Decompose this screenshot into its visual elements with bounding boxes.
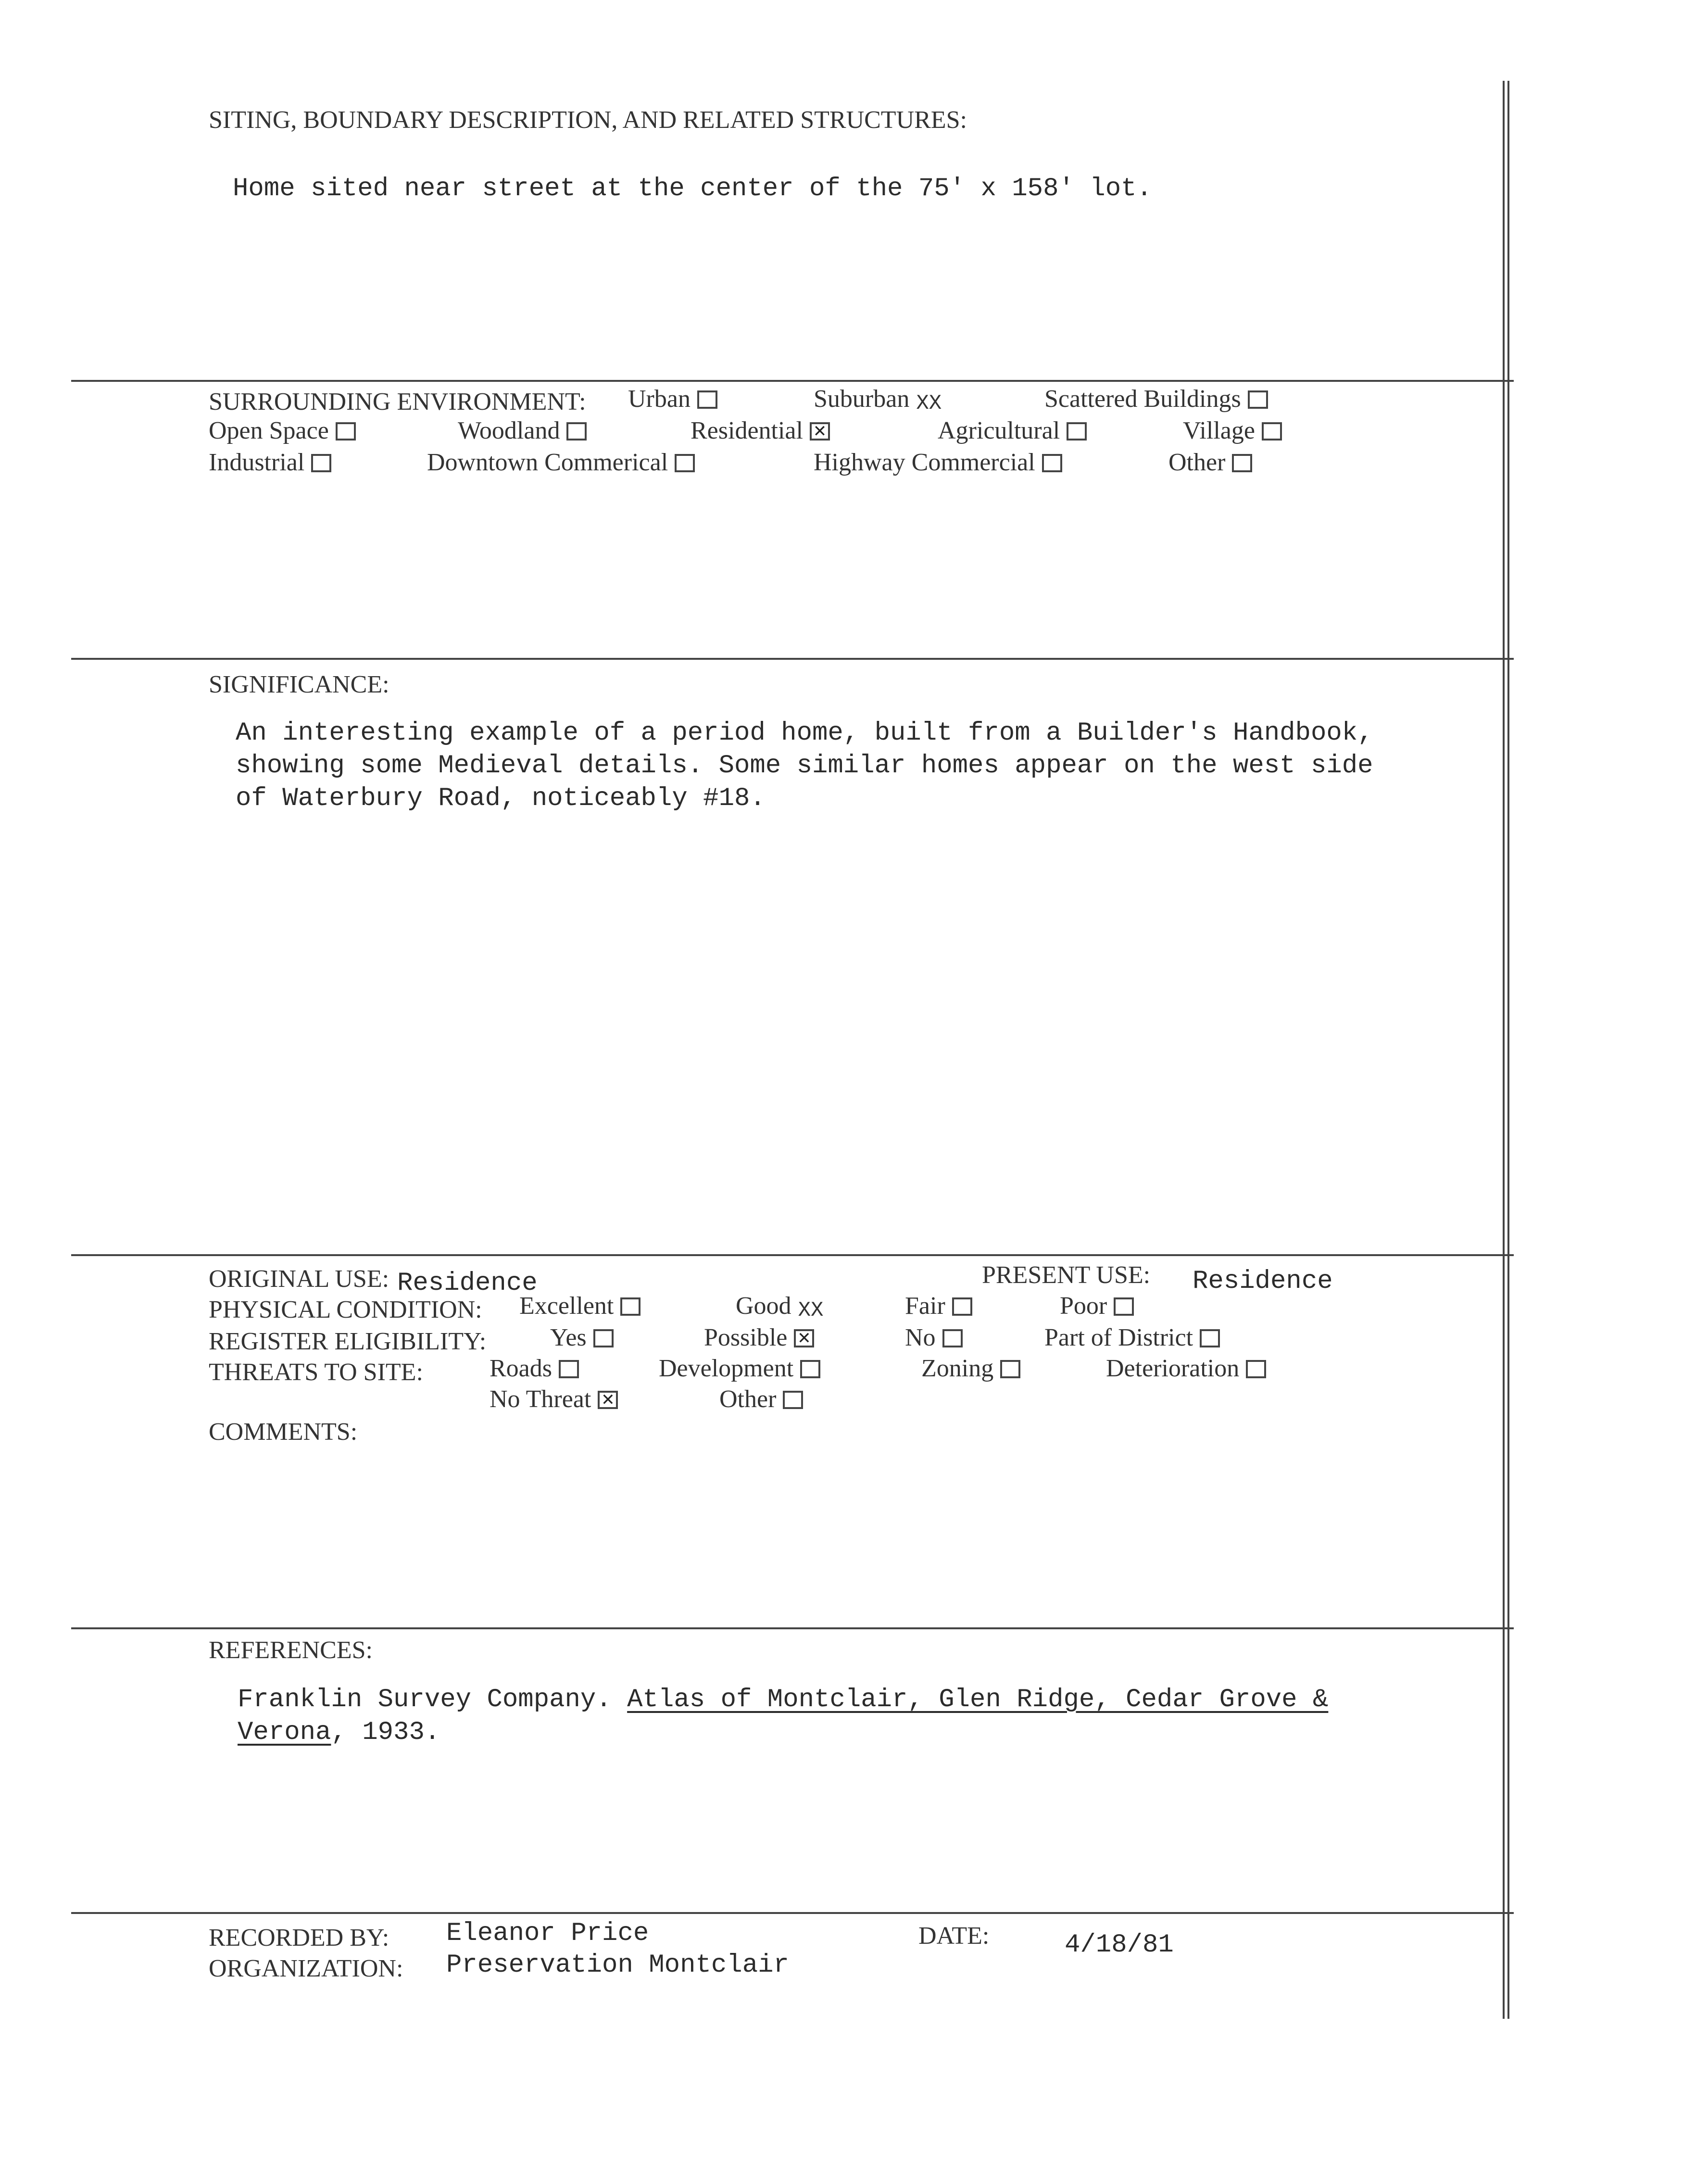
original-use-value: Residence xyxy=(397,1269,538,1298)
references-heading: REFERENCES: xyxy=(209,1636,373,1664)
env-option-open-space[interactable]: Open Space xyxy=(209,416,356,445)
organization-value: Preservation Montclair xyxy=(446,1951,789,1980)
env-option-suburban[interactable]: Suburban XX xyxy=(814,385,942,415)
residential-checkbox[interactable] xyxy=(810,422,830,441)
woodland-checkbox[interactable] xyxy=(566,422,587,441)
condition-option-excellent[interactable]: Excellent xyxy=(519,1292,640,1320)
threat-option-roads[interactable]: Roads xyxy=(490,1354,579,1383)
section-divider xyxy=(71,1912,1514,1914)
env-option-scattered-buildings[interactable]: Scattered Buildings xyxy=(1044,385,1268,413)
environment-heading: SURROUNDING ENVIRONMENT: xyxy=(209,388,586,415)
condition-option-fair[interactable]: Fair xyxy=(905,1292,972,1320)
eligibility-option-yes[interactable]: Yes xyxy=(550,1323,614,1352)
right-border-line xyxy=(1503,81,1505,2019)
siting-heading: SITING, BOUNDARY DESCRIPTION, AND RELATED STRUCTURES: xyxy=(209,106,967,134)
physical-condition-label: PHYSICAL CONDITION: xyxy=(209,1296,482,1323)
section-divider xyxy=(71,1254,1514,1256)
present-use-label: PRESENT USE: xyxy=(982,1261,1151,1289)
part-of-district-checkbox[interactable] xyxy=(1200,1329,1220,1347)
right-border-line-inner xyxy=(1507,81,1509,2019)
open-space-checkbox[interactable] xyxy=(336,422,356,441)
env-option-industrial[interactable]: Industrial xyxy=(209,448,331,477)
section-divider xyxy=(71,658,1514,660)
env-option-urban[interactable]: Urban xyxy=(628,385,717,413)
suburban-checkbox[interactable]: XX xyxy=(916,391,942,415)
eligibility-option-possible[interactable]: Possible✕ xyxy=(704,1323,814,1352)
significance-heading: SIGNIFICANCE: xyxy=(209,671,389,698)
agricultural-checkbox[interactable] xyxy=(1067,422,1087,441)
condition-option-good[interactable]: Good XX xyxy=(736,1292,824,1322)
deterioration-checkbox[interactable] xyxy=(1246,1360,1266,1378)
downtown-commercial-checkbox[interactable] xyxy=(675,454,695,472)
significance-line: An interesting example of a period home, built from a Builder's Handbook, xyxy=(236,718,1373,748)
env-other-checkbox[interactable] xyxy=(1232,454,1252,472)
threat-option-no-threat[interactable]: No Threat✕ xyxy=(490,1385,618,1413)
recorded-by-label: RECORDED BY: xyxy=(209,1924,389,1951)
original-use-label: ORIGINAL USE: xyxy=(209,1265,389,1293)
no-threat-checkbox[interactable] xyxy=(598,1391,618,1409)
env-option-village[interactable]: Village xyxy=(1183,416,1282,445)
no-checkbox[interactable] xyxy=(942,1329,963,1347)
threat-option-zoning[interactable]: Zoning xyxy=(921,1354,1020,1383)
fair-checkbox[interactable] xyxy=(952,1297,972,1316)
threat-option-development[interactable]: Development xyxy=(659,1354,820,1383)
significance-line: of Waterbury Road, noticeably #18. xyxy=(236,784,766,813)
condition-option-poor[interactable]: Poor xyxy=(1060,1292,1134,1320)
reference-title: Atlas of Montclair, Glen Ridge, Cedar Grove & xyxy=(627,1685,1329,1714)
threat-option-deterioration[interactable]: Deterioration xyxy=(1106,1354,1266,1383)
eligibility-option-no[interactable]: No xyxy=(905,1323,963,1352)
recorded-by-value: Eleanor Price xyxy=(446,1919,649,1948)
date-label: DATE: xyxy=(918,1922,990,1950)
significance-line: showing some Medieval details. Some similar homes appear on the west side xyxy=(236,751,1373,780)
register-eligibility-label: REGISTER ELIGIBILITY: xyxy=(209,1328,487,1355)
env-option-other[interactable]: Other xyxy=(1168,448,1252,477)
organization-label: ORGANIZATION: xyxy=(209,1955,403,1982)
threats-label: THREATS TO SITE: xyxy=(209,1359,423,1386)
zoning-checkbox[interactable] xyxy=(1000,1360,1020,1378)
urban-checkbox[interactable] xyxy=(697,390,717,409)
village-checkbox[interactable] xyxy=(1262,422,1282,441)
siting-text: Home sited near street at the center of the 75' x 158' lot. xyxy=(233,174,1152,203)
env-option-highway-commercial[interactable]: Highway Commercial xyxy=(814,448,1062,477)
section-divider xyxy=(71,380,1514,382)
roads-checkbox[interactable] xyxy=(559,1360,579,1378)
env-option-woodland[interactable]: Woodland xyxy=(458,416,587,445)
reference-line-2: Verona, 1933. xyxy=(238,1718,440,1747)
industrial-checkbox[interactable] xyxy=(311,454,331,472)
reference-line-1: Franklin Survey Company. Atlas of Montclair, Glen Ridge, Cedar Grove & xyxy=(238,1685,1329,1714)
yes-checkbox[interactable] xyxy=(593,1329,614,1347)
reference-title-cont: Verona xyxy=(238,1718,331,1747)
env-option-downtown-commercial[interactable]: Downtown Commerical xyxy=(427,448,695,477)
good-checkbox[interactable]: XX xyxy=(798,1298,824,1322)
threat-option-other[interactable]: Other xyxy=(719,1385,803,1413)
possible-checkbox[interactable] xyxy=(794,1329,814,1347)
development-checkbox[interactable] xyxy=(800,1360,820,1378)
present-use-value: Residence xyxy=(1193,1267,1333,1296)
section-divider xyxy=(71,1627,1514,1629)
env-option-residential[interactable]: Residential✕ xyxy=(691,416,830,445)
env-option-agricultural[interactable]: Agricultural xyxy=(938,416,1087,445)
excellent-checkbox[interactable] xyxy=(620,1297,640,1316)
highway-commercial-checkbox[interactable] xyxy=(1042,454,1062,472)
eligibility-option-part-of-district[interactable]: Part of District xyxy=(1044,1323,1220,1352)
date-value: 4/18/81 xyxy=(1065,1930,1174,1960)
threat-other-checkbox[interactable] xyxy=(783,1391,803,1409)
scattered-buildings-checkbox[interactable] xyxy=(1248,390,1268,409)
comments-label: COMMENTS: xyxy=(209,1418,358,1446)
poor-checkbox[interactable] xyxy=(1114,1297,1134,1316)
